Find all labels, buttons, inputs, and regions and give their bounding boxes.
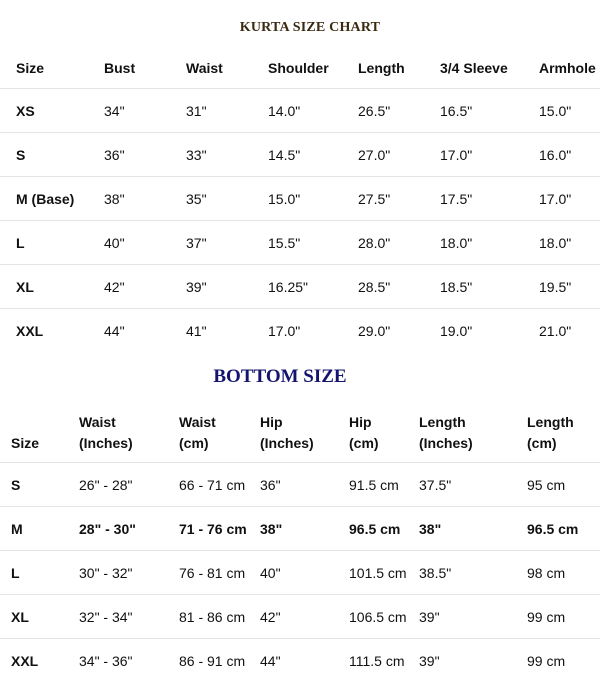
- kurta-row: [0, 89, 600, 133]
- kurta-cell: 19.0": [440, 309, 539, 353]
- bottom-size-cell: XL: [0, 595, 79, 639]
- bottom-cell: 95 cm: [527, 463, 600, 507]
- kurta-cell: 44": [104, 309, 186, 353]
- kurta-header-bust: Bust: [104, 48, 186, 89]
- bottom-cell: 38": [419, 507, 527, 551]
- bottom-header-line2: (Inches): [260, 433, 349, 454]
- bottom-cell: 44": [260, 639, 349, 682]
- kurta-header-waist: Waist: [186, 48, 268, 89]
- bottom-cell: 38": [260, 507, 349, 551]
- kurta-cell: 36": [104, 133, 186, 177]
- bottom-cell: 98 cm: [527, 551, 600, 595]
- kurta-header-length: Length: [358, 48, 440, 89]
- kurta-cell: 17.5": [440, 177, 539, 221]
- kurta-cell: 18.5": [440, 265, 539, 309]
- bottom-header-length-inches: [419, 398, 527, 463]
- bottom-cell: 96.5 cm: [349, 507, 419, 551]
- kurta-cell: 37": [186, 221, 268, 265]
- kurta-row: [0, 309, 600, 353]
- bottom-header-hip-cm: [349, 398, 419, 463]
- bottom-header-line1: Waist: [179, 412, 260, 433]
- kurta-cell: 29.0": [358, 309, 440, 353]
- kurta-cell: 16.0": [539, 133, 600, 177]
- bottom-cell: 99 cm: [527, 595, 600, 639]
- kurta-cell: 31": [186, 89, 268, 133]
- bottom-size-cell: S: [0, 463, 79, 507]
- bottom-size-title: BOTTOM SIZE: [0, 366, 560, 388]
- bottom-cell: 30" - 32": [79, 551, 179, 595]
- kurta-cell: 41": [186, 309, 268, 353]
- kurta-size-cell: L: [0, 221, 104, 265]
- kurta-size-cell: M (Base): [0, 177, 104, 221]
- bottom-header-size-line2: Size: [11, 433, 79, 454]
- kurta-cell: 14.5": [268, 133, 358, 177]
- bottom-cell: 39": [419, 639, 527, 682]
- bottom-header-length-cm: [527, 398, 600, 463]
- kurta-size-cell: XL: [0, 265, 104, 309]
- bottom-row: [0, 507, 600, 551]
- bottom-cell: 101.5 cm: [349, 551, 419, 595]
- kurta-cell: 17.0": [440, 133, 539, 177]
- bottom-row: [0, 463, 600, 507]
- bottom-cell: 39": [419, 595, 527, 639]
- bottom-cell: 76 - 81 cm: [179, 551, 260, 595]
- bottom-size-cell: M: [0, 507, 79, 551]
- kurta-header-row: [0, 48, 600, 89]
- bottom-header-line1: Hip: [260, 412, 349, 433]
- bottom-cell: 66 - 71 cm: [179, 463, 260, 507]
- kurta-size-cell: XS: [0, 89, 104, 133]
- kurta-cell: 19.5": [539, 265, 600, 309]
- kurta-cell: 27.0": [358, 133, 440, 177]
- kurta-size-cell: S: [0, 133, 104, 177]
- kurta-row: [0, 265, 600, 309]
- bottom-header-line2: (cm): [349, 433, 419, 454]
- bottom-size-cell: L: [0, 551, 79, 595]
- kurta-cell: 39": [186, 265, 268, 309]
- kurta-cell: 14.0": [268, 89, 358, 133]
- kurta-cell: 17.0": [268, 309, 358, 353]
- kurta-cell: 38": [104, 177, 186, 221]
- kurta-size-chart-title: KURTA SIZE CHART: [0, 20, 600, 36]
- bottom-row: [0, 595, 600, 639]
- bottom-cell: 28" - 30": [79, 507, 179, 551]
- kurta-cell: 21.0": [539, 309, 600, 353]
- bottom-size-table: [0, 398, 600, 682]
- kurta-size-table: [0, 48, 600, 352]
- bottom-cell: 42": [260, 595, 349, 639]
- bottom-header-line2: (cm): [527, 433, 600, 454]
- bottom-cell: 86 - 91 cm: [179, 639, 260, 682]
- bottom-cell: 40": [260, 551, 349, 595]
- bottom-cell: 81 - 86 cm: [179, 595, 260, 639]
- kurta-cell: 17.0": [539, 177, 600, 221]
- bottom-header-line1: Waist: [79, 412, 179, 433]
- bottom-cell: 38.5": [419, 551, 527, 595]
- bottom-header-hip-inches: [260, 398, 349, 463]
- bottom-header-waist-inches: [79, 398, 179, 463]
- kurta-row: [0, 177, 600, 221]
- bottom-cell: 106.5 cm: [349, 595, 419, 639]
- kurta-header-size: Size: [0, 48, 104, 89]
- bottom-header-line2: (Inches): [79, 433, 179, 454]
- kurta-cell: 28.0": [358, 221, 440, 265]
- kurta-cell: 26.5": [358, 89, 440, 133]
- kurta-cell: 35": [186, 177, 268, 221]
- kurta-cell: 40": [104, 221, 186, 265]
- bottom-size-cell: XXL: [0, 639, 79, 682]
- bottom-cell: 32" - 34": [79, 595, 179, 639]
- kurta-cell: 15.5": [268, 221, 358, 265]
- bottom-header-line1: Length: [527, 412, 600, 433]
- kurta-cell: 18.0": [440, 221, 539, 265]
- bottom-row: [0, 639, 600, 682]
- kurta-cell: 16.5": [440, 89, 539, 133]
- kurta-cell: 42": [104, 265, 186, 309]
- kurta-cell: 33": [186, 133, 268, 177]
- bottom-cell: 111.5 cm: [349, 639, 419, 682]
- kurta-cell: 16.25": [268, 265, 358, 309]
- bottom-cell: 36": [260, 463, 349, 507]
- bottom-cell: 71 - 76 cm: [179, 507, 260, 551]
- bottom-cell: 26" - 28": [79, 463, 179, 507]
- kurta-header-armhole: Armhole: [539, 48, 600, 89]
- kurta-cell: 15.0": [539, 89, 600, 133]
- bottom-header-waist-cm: [179, 398, 260, 463]
- kurta-cell: 27.5": [358, 177, 440, 221]
- bottom-header-line1: Hip: [349, 412, 419, 433]
- bottom-header-line2: (Inches): [419, 433, 527, 454]
- kurta-header-sleeve: 3/4 Sleeve: [440, 48, 539, 89]
- kurta-row: [0, 133, 600, 177]
- bottom-header-row: [0, 398, 600, 463]
- bottom-header-line1: Length: [419, 412, 527, 433]
- kurta-cell: 34": [104, 89, 186, 133]
- bottom-cell: 37.5": [419, 463, 527, 507]
- bottom-cell: 34" - 36": [79, 639, 179, 682]
- bottom-cell: 91.5 cm: [349, 463, 419, 507]
- kurta-size-cell: XXL: [0, 309, 104, 353]
- kurta-cell: 18.0": [539, 221, 600, 265]
- kurta-cell: 28.5": [358, 265, 440, 309]
- bottom-cell: 99 cm: [527, 639, 600, 682]
- kurta-cell: 15.0": [268, 177, 358, 221]
- bottom-header-line2: (cm): [179, 433, 260, 454]
- bottom-cell: 96.5 cm: [527, 507, 600, 551]
- bottom-header-size: [0, 398, 79, 463]
- bottom-row: [0, 551, 600, 595]
- kurta-header-shoulder: Shoulder: [268, 48, 358, 89]
- kurta-row: [0, 221, 600, 265]
